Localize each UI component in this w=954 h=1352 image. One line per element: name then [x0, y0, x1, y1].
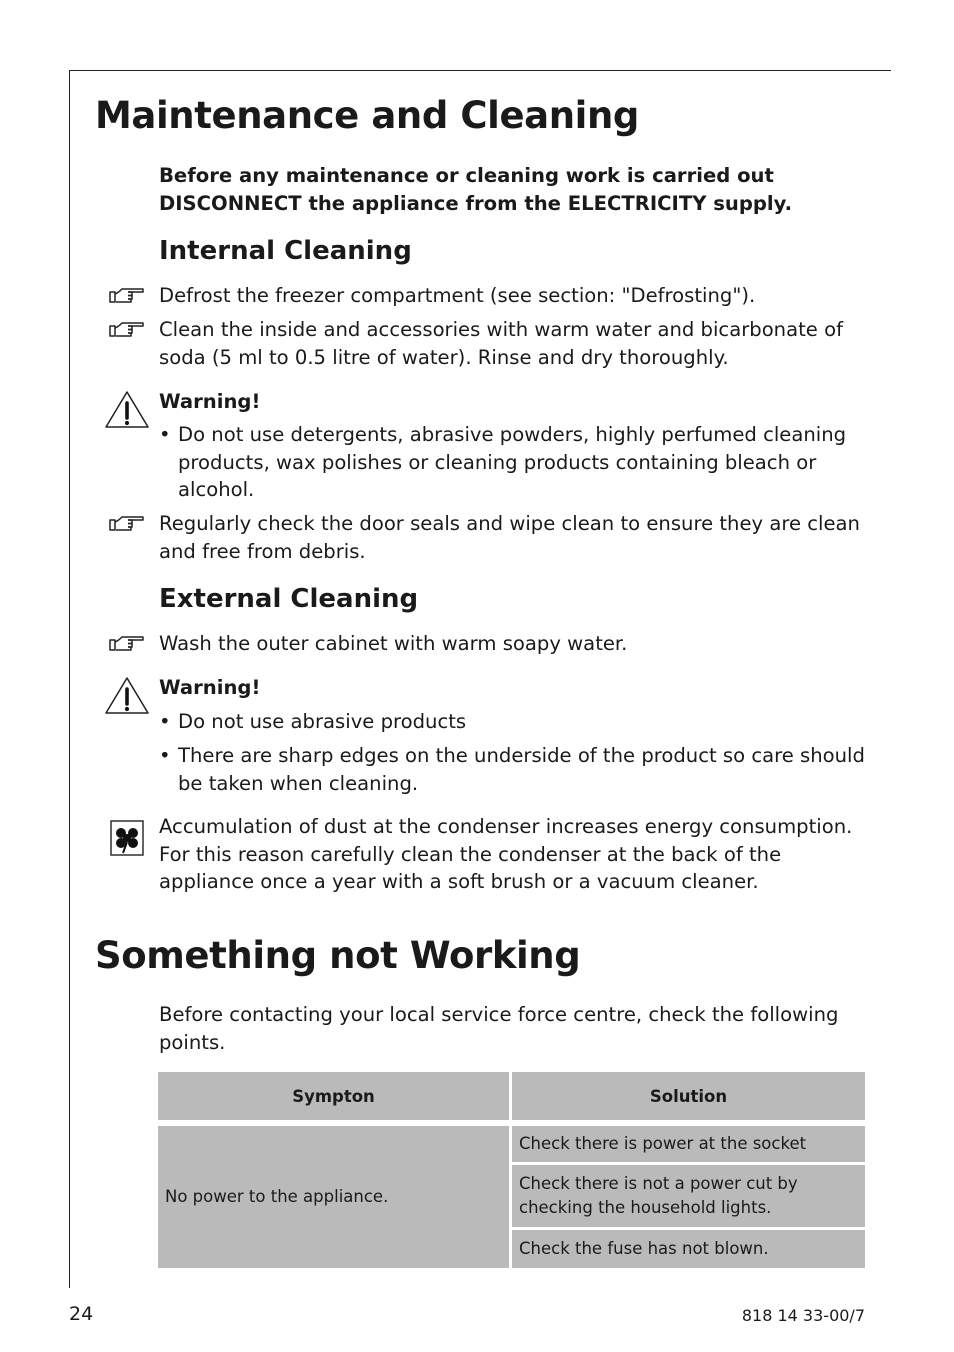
solution-cell: Check there is not a power cut by checking the household lights.: [512, 1165, 865, 1230]
document-code: 818 14 33-00/7: [741, 1306, 865, 1325]
troubleshooting-intro: Before contacting your local service force centre, check the following points.: [159, 1003, 839, 1054]
external-warning-label: Warning!: [159, 676, 261, 699]
condenser-energy-note: Accumulation of dust at the condenser increases energy consumption. For this reason carefully clean the condenser at the back of the appliance once a year with a soft brush or a vacuum cleaner.: [159, 815, 853, 893]
disconnect-notice: Before any maintenance or cleaning work is carried out DISCONNECT the appliance from the ELECTRICITY supply.: [159, 164, 793, 215]
top-rule: [69, 70, 891, 71]
solution-cell: Check there is power at the socket: [512, 1126, 865, 1165]
warning-triangle-icon: [104, 390, 150, 434]
bullet-dot: •: [159, 710, 171, 733]
internal-warning-text: Do not use detergents, abrasive powders, highly perfumed cleaning products, wax polishes or cleaning products containing bleach or alcohol.: [178, 423, 847, 501]
table-row: [158, 1126, 865, 1165]
column-header-solution: Solution: [512, 1072, 865, 1126]
external-warning-item: [159, 708, 871, 736]
internal-warning-label: Warning!: [159, 390, 261, 413]
table-header-row: [158, 1072, 865, 1126]
warning-triangle-icon: [104, 676, 150, 720]
internal-step-defrost: Defrost the freezer compartment (see section: "Defrosting").: [159, 284, 756, 307]
pointing-hand-icon: [108, 514, 146, 538]
clover-leaf-icon: [110, 820, 144, 860]
troubleshooting-title: Something not Working: [95, 934, 581, 977]
internal-warning-item: [159, 421, 871, 504]
pointing-hand-icon: [108, 286, 146, 310]
internal-step-clean: Clean the inside and accessories with warm water and bicarbonate of soda (5 ml to 0.5 litre of water). Rinse and dry thoroughly.: [159, 318, 843, 369]
internal-step-door-seals: Regularly check the door seals and wipe clean to ensure they are clean and free from debris.: [159, 512, 860, 563]
troubleshooting-table: [158, 1072, 865, 1268]
bullet-dot: •: [159, 423, 171, 446]
symptom-cell: No power to the appliance.: [158, 1126, 512, 1268]
external-step-wash: Wash the outer cabinet with warm soapy water.: [159, 632, 628, 655]
external-warning-item: [159, 742, 871, 797]
pointing-hand-icon: [108, 320, 146, 344]
column-header-symptom: Sympton: [158, 1072, 512, 1126]
external-cleaning-heading: External Cleaning: [159, 584, 419, 614]
page-number: 24: [69, 1303, 94, 1325]
external-warning-text-sharp-edges: There are sharp edges on the underside of the product so care should be taken when cleaning.: [178, 744, 865, 795]
maintenance-title: Maintenance and Cleaning: [95, 94, 639, 137]
internal-cleaning-heading: Internal Cleaning: [159, 236, 412, 266]
bullet-dot: •: [159, 744, 171, 767]
left-rule: [69, 70, 70, 1288]
external-warning-text-abrasive: Do not use abrasive products: [178, 710, 467, 733]
solution-cell: Check the fuse has not blown.: [512, 1230, 865, 1268]
pointing-hand-icon: [108, 634, 146, 658]
